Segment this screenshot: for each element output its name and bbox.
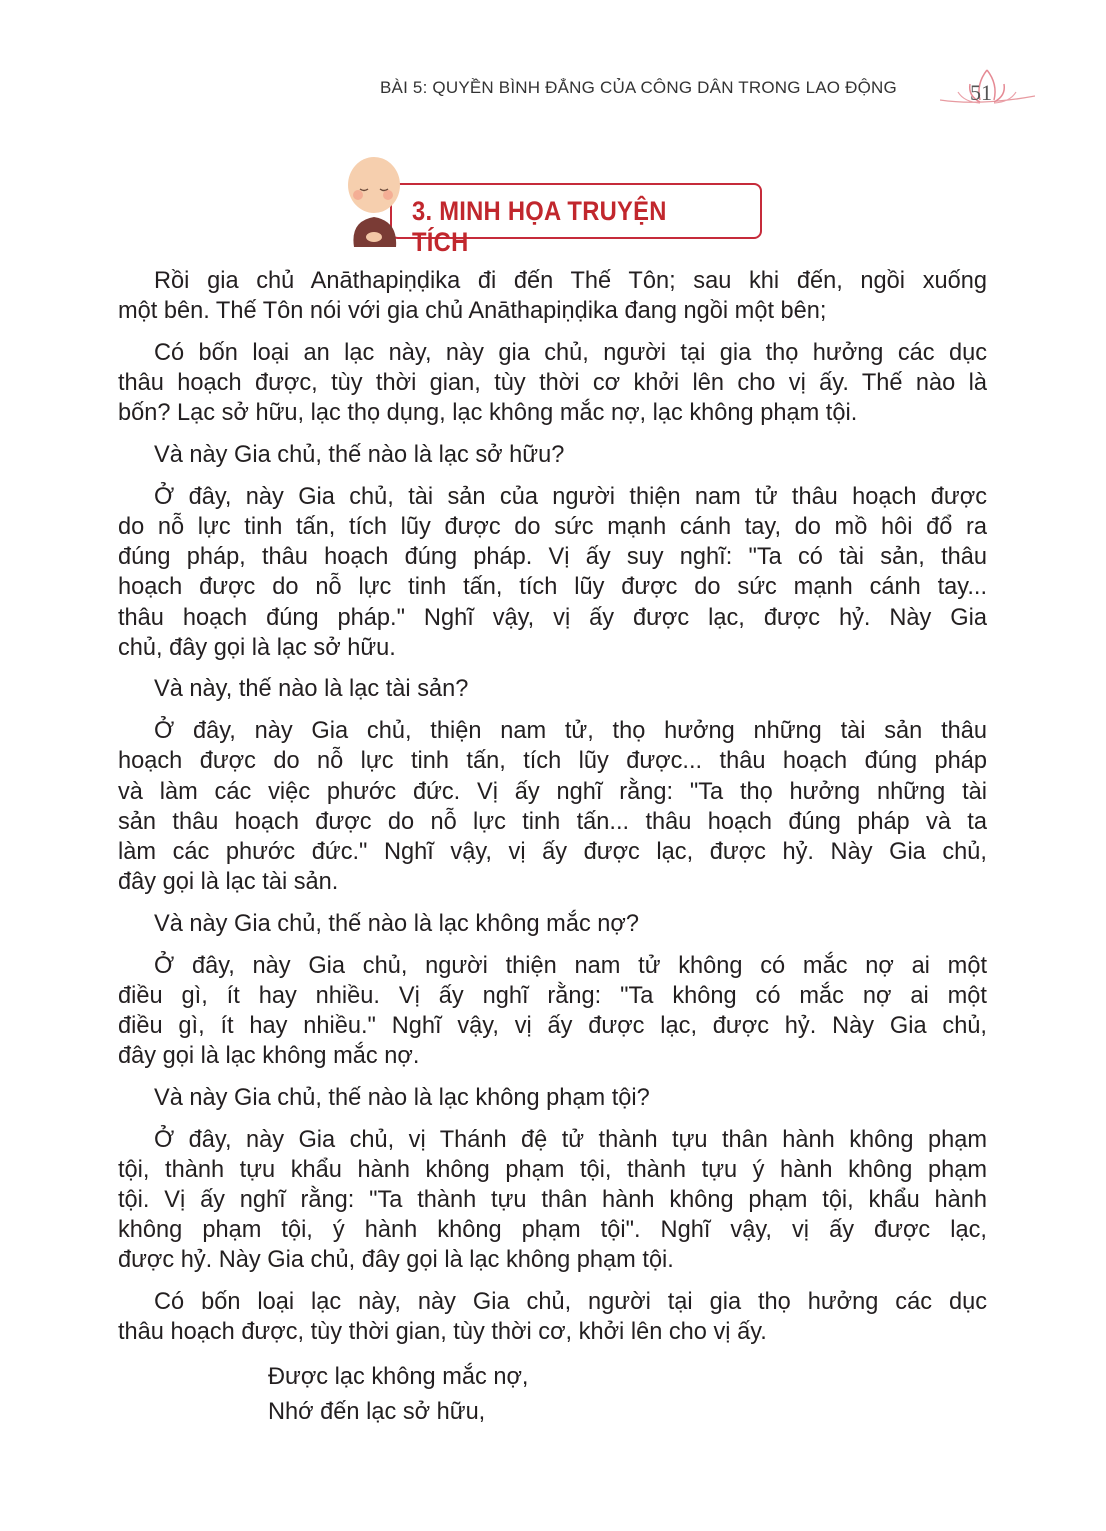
paragraph-line: Ở đây, này Gia chủ, người thiện nam tử không có mắc nợ ai một — [154, 952, 987, 979]
poem — [268, 1360, 529, 1430]
paragraph-line: sản thâu hoạch được do nỗ lực tinh tấn... thâu hoạch đúng pháp và ta — [118, 808, 987, 835]
paragraph-line: điều gì, ít hay nhiều. Vị ấy nghĩ rằng: "Ta không có mắc nợ ai một — [118, 982, 987, 1009]
poem-line: Nhớ đến lạc sở hữu, — [268, 1399, 486, 1425]
paragraph-line: đây gọi là lạc tài sản. — [118, 869, 339, 896]
paragraph-line: đây gọi là lạc không mắc nợ. — [118, 1043, 420, 1070]
paragraph — [118, 338, 987, 429]
paragraph — [118, 482, 987, 663]
section-title: 3. MINH HỌA TRUYỆN TÍCH — [412, 196, 667, 257]
lotus-page-badge — [940, 66, 1035, 110]
poem-line: Được lạc không mắc nợ, — [268, 1364, 529, 1390]
paragraph — [118, 674, 987, 704]
paragraph-line: Và này Gia chủ, thế nào là lạc sở hữu? — [154, 442, 565, 469]
paragraph-line: thâu hoạch đúng pháp." Nghĩ vậy, vị ấy được lạc, được hỷ. Này Gia — [118, 604, 987, 631]
paragraph — [118, 266, 987, 326]
paragraph-line: bốn? Lạc sở hữu, lạc thọ dụng, lạc không mắc nợ, lạc không phạm tội. — [118, 400, 858, 427]
paragraph — [118, 909, 987, 939]
paragraph-line: thâu hoạch được, tùy thời gian, tùy thời cơ, khởi lên cho vị ấy. — [118, 1319, 767, 1346]
paragraph-line: do nỗ lực tinh tấn, tích lũy được do sức mạnh cánh tay, do mồ hôi đổ ra — [118, 513, 987, 540]
running-header: BÀI 5: QUYỀN BÌNH ĐẲNG CỦA CÔNG DÂN TRONG LAO ĐỘNG — [380, 78, 897, 97]
paragraph-line: Ở đây, này Gia chủ, tài sản của người thiện nam tử thâu hoạch được — [154, 483, 987, 510]
paragraph-line: hoạch được do nỗ lực tinh tấn, tích lũy được... thâu hoạch đúng pháp — [118, 748, 987, 775]
paragraph — [118, 1125, 987, 1276]
paragraph — [118, 716, 987, 897]
paragraph-line: làm các phước đức." Nghĩ vậy, vị ấy được lạc, được hỷ. Này Gia chủ, — [118, 838, 987, 865]
paragraph — [118, 951, 987, 1072]
section-heading — [340, 155, 770, 257]
story-body — [118, 266, 987, 1359]
paragraph-line: Có bốn loại lạc này, này Gia chủ, người tại gia thọ hưởng các dục — [154, 1289, 987, 1316]
paragraph-line: hoạch được do nỗ lực tinh tấn, tích lũy được do sức mạnh cánh tay... — [118, 574, 987, 601]
paragraph-line: và làm các việc phước đức. Vị ấy nghĩ rằng: "Ta thọ hưởng những tài — [118, 778, 987, 805]
paragraph-line: một bên. Thế Tôn nói với gia chủ Anāthapiṇḍika đang ngồi một bên; — [118, 298, 827, 325]
monk-illustration-icon — [340, 155, 410, 250]
paragraph — [118, 1083, 987, 1113]
paragraph-line: chủ, đây gọi là lạc sở hữu. — [118, 634, 396, 661]
paragraph-line: tội, thành tựu khẩu hành không phạm tội, thành tựu ý hành không phạm — [118, 1156, 987, 1183]
paragraph-line: Và này, thế nào là lạc tài sản? — [154, 676, 469, 703]
paragraph-line: thâu hoạch được, tùy thời gian, tùy thời cơ khởi lên cho vị ấy. Thế nào là — [118, 370, 987, 397]
paragraph — [118, 440, 987, 470]
paragraph-line: điều gì, ít hay nhiều." Nghĩ vậy, vị ấy được lạc, được hỷ. Này Gia chủ, — [118, 1012, 987, 1039]
paragraph-line: tội. Vị ấy nghĩ rằng: "Ta thành tựu thân hành không phạm tội, khẩu hành — [118, 1186, 987, 1213]
paragraph-line: Và này Gia chủ, thế nào là lạc không mắc nợ? — [154, 910, 640, 937]
paragraph-line: Và này Gia chủ, thế nào là lạc không phạm tội? — [154, 1084, 650, 1111]
paragraph — [118, 1287, 987, 1347]
paragraph-line: Có bốn loại an lạc này, này gia chủ, người tại gia thọ hưởng các dục — [154, 339, 987, 366]
paragraph-line: được hỷ. Này Gia chủ, đây gọi là lạc không phạm tội. — [118, 1247, 674, 1274]
paragraph-line: Rồi gia chủ Anāthapiṇḍika đi đến Thế Tôn; sau khi đến, ngồi xuống — [154, 268, 987, 294]
paragraph-line: đúng pháp, thâu hoạch đúng pháp. Vị ấy suy nghĩ: "Ta có tài sản, thâu — [118, 544, 987, 571]
paragraph-line: Ở đây, này Gia chủ, thiện nam tử, thọ hưởng những tài sản thâu — [154, 718, 987, 745]
paragraph-line: Ở đây, này Gia chủ, vị Thánh đệ tử thành tựu thân hành không phạm — [154, 1126, 987, 1153]
paragraph-line: không phạm tội, ý hành không phạm tội". Nghĩ vậy, vị ấy được lạc, — [118, 1217, 987, 1244]
page-number: 51 — [970, 80, 992, 105]
